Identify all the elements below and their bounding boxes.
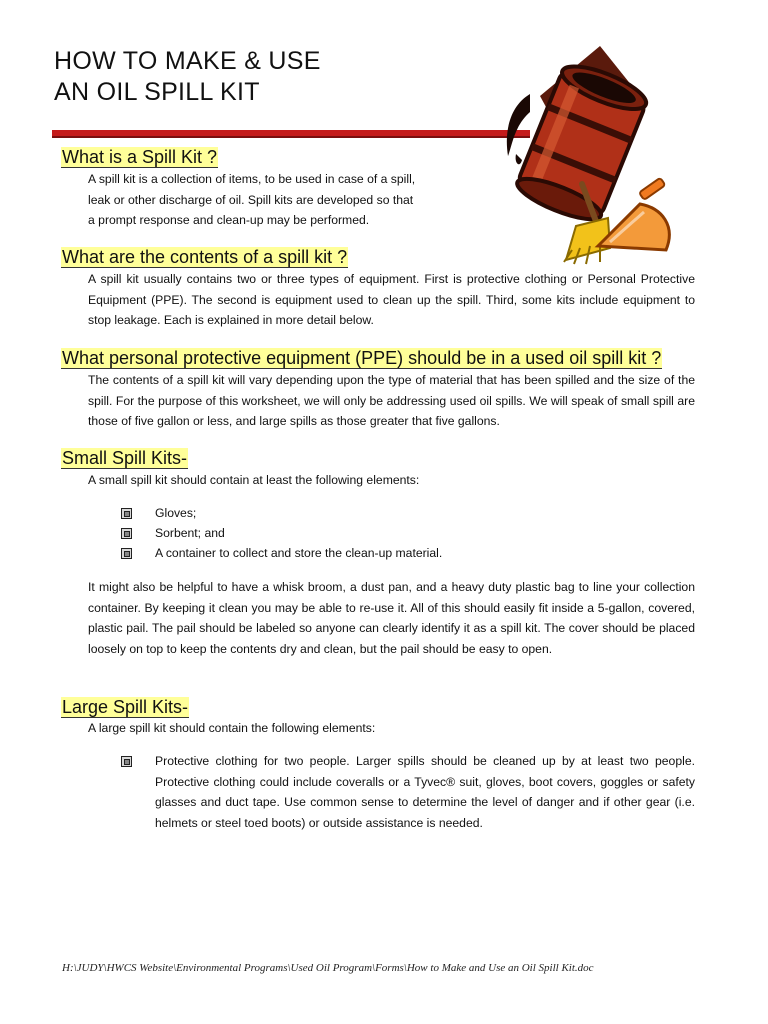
list-item-text: Gloves; (155, 506, 197, 520)
heading-contents: What are the contents of a spill kit ? (62, 247, 348, 267)
list-item-text: Sorbent; and (155, 526, 225, 540)
list-item-text: Protective clothing for two people. Larger spills should be cleaned up by at least two people. Protective clothing could include coveralls or a Tyvec® suit, gloves, boot covers, goggles or safety glasses and duct tape. Use common sense to determine the level of danger and if other gear (i.e. helmets or steel toed boots) or outside assistance is needed. (155, 754, 695, 830)
heading-what-is-spill-kit: What is a Spill Kit ? (62, 147, 218, 167)
what-is-paragraph (88, 169, 448, 231)
footer-file-path: H:\JUDY\HWCS Website\Environmental Programs\Used Oil Program\Forms\How to Make and Use an Oil Spill Kit.doc (62, 962, 594, 974)
heading-large-spill-kits: Large Spill Kits- (62, 697, 189, 717)
list-item-text: A container to collect and store the clean-up material. (155, 546, 443, 560)
title-line-2: AN OIL SPILL KIT (54, 78, 260, 106)
oil-barrel-icon (507, 46, 651, 227)
contents-paragraph: A spill kit usually contains two or three types of equipment. First is protective clothing or Personal Protective Equipment (PPE). The second is equipment used to clean up the spill. Third, some kits include equipment to stop leakage. Each is explained in more detail below. (88, 272, 695, 327)
heading-small-spill-kits: Small Spill Kits- (62, 448, 188, 468)
what-is-line-2: leak or other discharge of oil. Spill kits are developed so that (88, 192, 414, 207)
page-title (54, 46, 321, 108)
square-bullet-icon (121, 528, 132, 539)
square-bullet-icon (121, 756, 132, 767)
heading-ppe: What personal protective equipment (PPE) should be in a used oil spill kit ? (62, 348, 662, 368)
title-divider (52, 130, 530, 138)
small-kit-paragraph: It might also be helpful to have a whisk broom, a dust pan, and a heavy duty plastic bag to line your collection container. By keeping it clean you may be able to re-use it. All of this should easily fit inside a 5-gallon, covered, plastic pail. The pail should be labeled so anyone can clearly identify it as a spill kit. The cover should be placed loosely on top to keep the contents dry and clean, but the pail should be easy to open. (88, 580, 695, 656)
small-kit-intro: A small spill kit should contain at least the following elements: (88, 473, 420, 487)
square-bullet-icon (121, 548, 132, 559)
title-line-1: HOW TO MAKE & USE (54, 47, 321, 75)
what-is-line-1: A spill kit is a collection of items, to be used in case of a spill, (88, 172, 416, 186)
what-is-line-3: a prompt response and clean-up may be performed. (88, 213, 370, 227)
oil-barrel-clipart (490, 36, 690, 268)
ppe-paragraph: The contents of a spill kit will vary depending upon the type of material that has been spilled and the size of the spill. For the purpose of this worksheet, we will only be addressing used oil spills. We will speak of small spill are those of five gallon or less, and large spills as those greater that five gallons. (88, 373, 695, 428)
square-bullet-icon (121, 508, 132, 519)
large-kit-intro: A large spill kit should contain the following elements: (88, 721, 376, 735)
